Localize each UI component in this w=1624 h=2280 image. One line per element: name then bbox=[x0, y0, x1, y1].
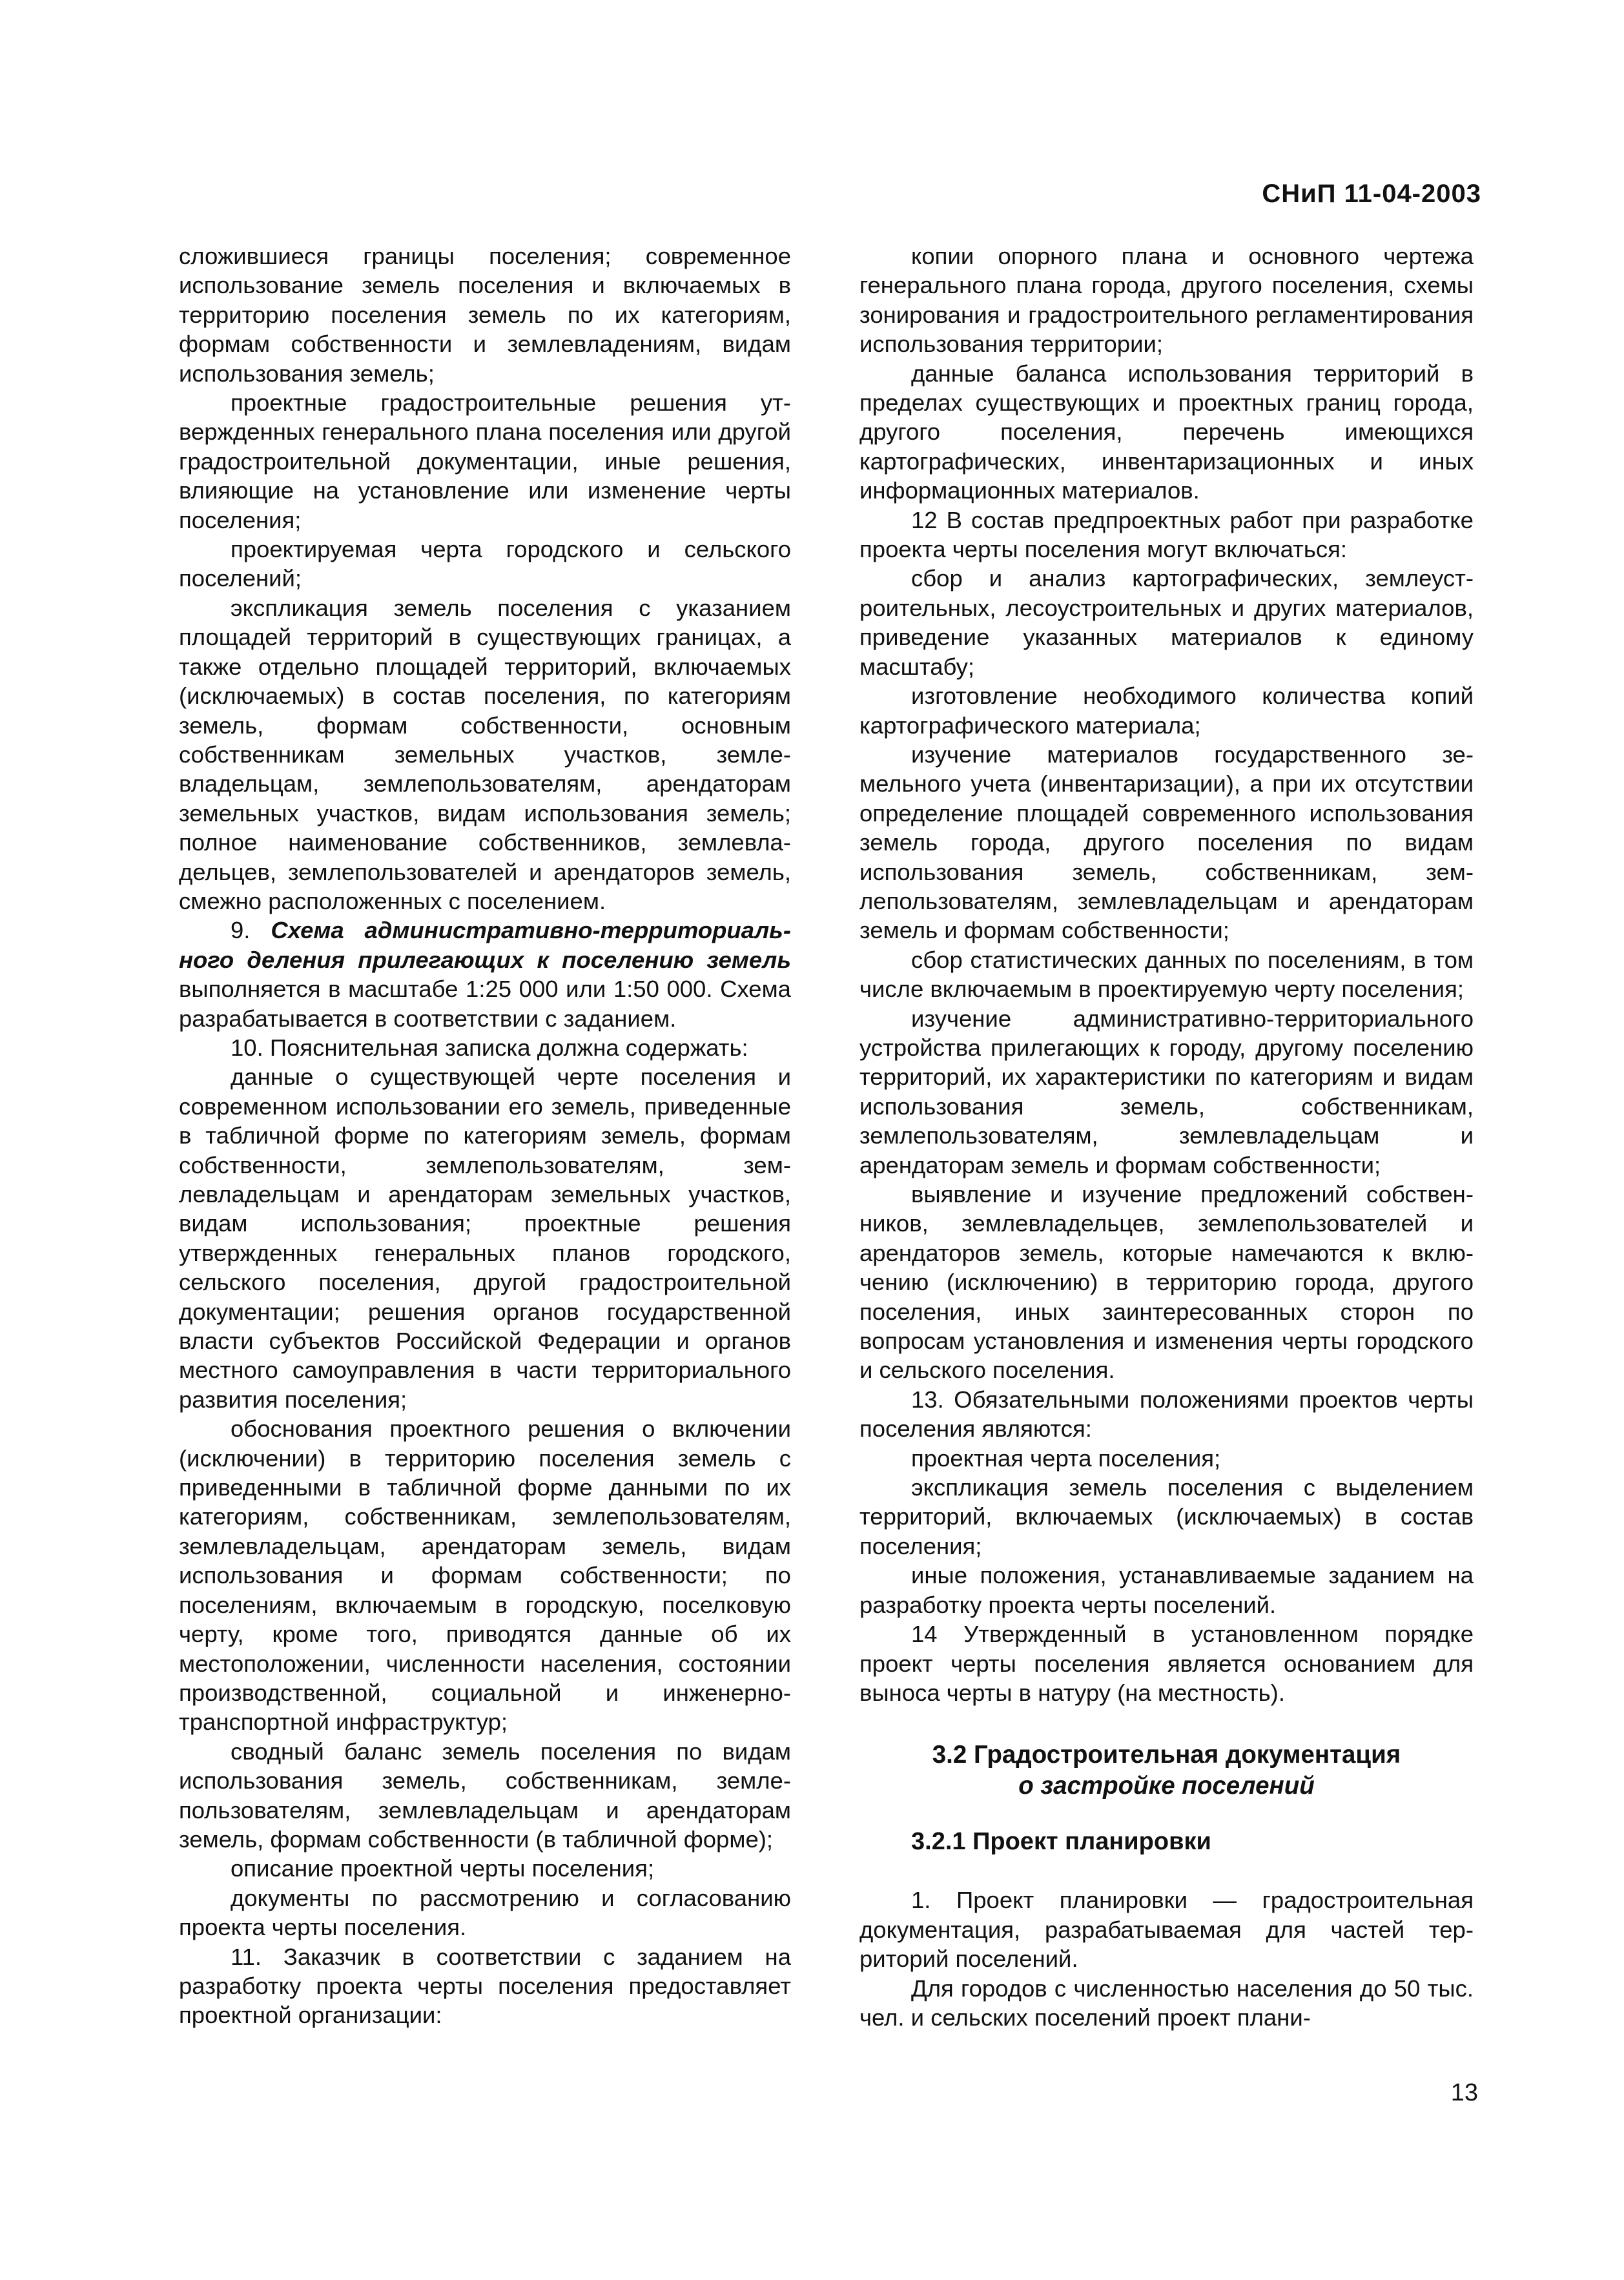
paragraph: экспликация земель поселения с выделением территорий, включаемых (исключаемых) в состав поселения; bbox=[859, 1474, 1474, 1559]
paragraph: 13. Обязательными положениями проектов черты поселения являются: bbox=[859, 1386, 1474, 1443]
paragraph: сложившиеся границы поселения; современное использование земель поселения и включаемых в территорию поселения земель по их категориям, формам собственности и землевладениям, видам использования земель; bbox=[179, 243, 791, 387]
paragraph: выявление и изучение предложений собственников, землевладельцев, землепользователей и арендаторов земель, которые намечаются к включению (исключению) в территорию города, другого поселения, иных заинтересованных сторон по вопросам установления и изменения черты городского и сельского поселения. bbox=[859, 1181, 1474, 1384]
left-column bbox=[179, 241, 791, 2030]
section-heading-line-2: о застройке поселений bbox=[1018, 1772, 1315, 1800]
paragraph: изготовление необходимого количества копий картографического материала; bbox=[859, 683, 1474, 739]
right-column bbox=[859, 241, 1474, 2032]
item-9-title: Схема административно-территориального деления прилегающих к поселению земель bbox=[179, 917, 791, 973]
item-9-text: выполняется в масштабе 1:25 000 или 1:50 000. Схема разрабатывается в соответствии с заданием. bbox=[179, 976, 791, 1032]
section-heading-line-1: 3.2 Градостроительная документация bbox=[932, 1741, 1401, 1769]
section-heading bbox=[859, 1740, 1474, 1802]
paragraph: копии опорного плана и основного чертежа генерального плана города, другого поселения, схемы зонирования и градостроительного регламентирования использования территории; bbox=[859, 243, 1474, 358]
paragraph: проектируемая черта городского и сельского поселений; bbox=[179, 536, 791, 592]
paragraph: обоснования проектного решения о включении (исключении) в территорию поселения земель с приведенными в табличной форме данными по их категориям, собственникам, землепользователям, землевладельцам, арендаторам земель, видам использования и формам собственности; по поселениям, включаемым в городскую, поселковую черту, кроме того, приводятся данные об их местоположении, численности населения, состоянии производственной, социальной и инженерно-транспортной инфраструктур; bbox=[179, 1415, 791, 1736]
paragraph: описание проектной черты поселения; bbox=[231, 1855, 655, 1882]
item-9-paragraph bbox=[179, 916, 791, 1033]
paragraph: проектные градостроительные решения утвержденных генерального плана поселения или другой градостроительной документации, иные решения, влияющие на установление или изменение черты поселения; bbox=[179, 389, 791, 533]
paragraph: 12 В состав предпроектных работ при разработке проекта черты поселения могут включаться: bbox=[859, 506, 1474, 563]
paragraph: данные баланса использования территорий в пределах существующих и проектных границ города, другого поселения, перечень имеющихся картографических, инвентаризационных и иных информационных материалов. bbox=[859, 360, 1474, 504]
paragraph: 14 Утвержденный в установленном порядке проект черты поселения является основанием для выноса черты в натуру (на местность). bbox=[859, 1621, 1474, 1706]
paragraph: 1. Проект планировки — градостроительная документация, разрабатываемая для частей территорий поселений. bbox=[859, 1887, 1474, 1973]
document-code-header: СНиП 11-04-2003 bbox=[1262, 180, 1481, 208]
paragraph: Для городов с численностью населения до 50 тыс. чел. и сельских поселений проект плани- bbox=[859, 1975, 1474, 2031]
paragraph: проектная черта поселения; bbox=[911, 1444, 1221, 1472]
page-number: 13 bbox=[1450, 2079, 1478, 2106]
subsection-heading: 3.2.1 Проект планировки bbox=[911, 1828, 1211, 1856]
item-9-number: 9. bbox=[231, 917, 251, 944]
paragraph: данные о существующей черте поселения и современном использовании его земель, приведенные в табличной форме по категориям земель, формам собственности, землепользователям, землевладельцам и арендаторам земельных участков, видам использования; проектные решения утвержденных генеральных планов городского, сельского поселения, другой градостроительной документации; решения органов государственной власти субъектов Российской Федерации и органов местного самоуправления в части территориального развития поселения; bbox=[179, 1063, 791, 1413]
paragraph: 10. Пояснительная записка должна содержать: bbox=[231, 1034, 748, 1061]
paragraph: изучение материалов государственного земельного учета (инвентаризации), а при их отсутствии определение площадей современного использования земель города, другого поселения по видам использования земель, собственникам, землепользователям, землевладельцам и арендаторам земель и формам собственности; bbox=[859, 741, 1474, 944]
paragraph: иные положения, устанавливаемые заданием на разработку проекта черты поселений. bbox=[859, 1562, 1474, 1618]
paragraph: документы по рассмотрению и согласованию проекта черты поселения. bbox=[179, 1884, 791, 1941]
paragraph: 11. Заказчик в соответствии с заданием на разработку проекта черты поселения предоставляет проектной организации: bbox=[179, 1943, 791, 2029]
paragraph: сбор и анализ картографических, землеустроительных, лесоустроительных и других материалов, приведение указанных материалов к единому масштабу; bbox=[859, 565, 1474, 680]
paragraph: изучение административно-территориального устройства прилегающих к городу, другому поселению территорий, их характеристики по категориям и видам использования земель, собственникам, землепользователям, землевладельцам и арендаторам земель и формам собственности; bbox=[859, 1005, 1474, 1178]
paragraph: сбор статистических данных по поселениям, в том числе включаемым в проектируемую черту поселения; bbox=[859, 946, 1474, 1003]
paragraph: сводный баланс земель поселения по видам использования земель, собственникам, землепользователям, землевладельцам и арендаторам земель, формам собственности (в табличной форме); bbox=[179, 1738, 791, 1853]
paragraph: экспликация земель поселения с указанием площадей территорий в существующих границах, а также отдельно площадей территорий, включаемых (исключаемых) в состав поселения, по категориям земель, формам собственности, основным собственникам земельных участков, землевладельцам, землепользователям, арендаторам земельных участков, видам использования земель; полное наименование собственников, землевладельцев, землепользователей и арендаторов земель, смежно расположенных с поселением. bbox=[179, 594, 791, 914]
